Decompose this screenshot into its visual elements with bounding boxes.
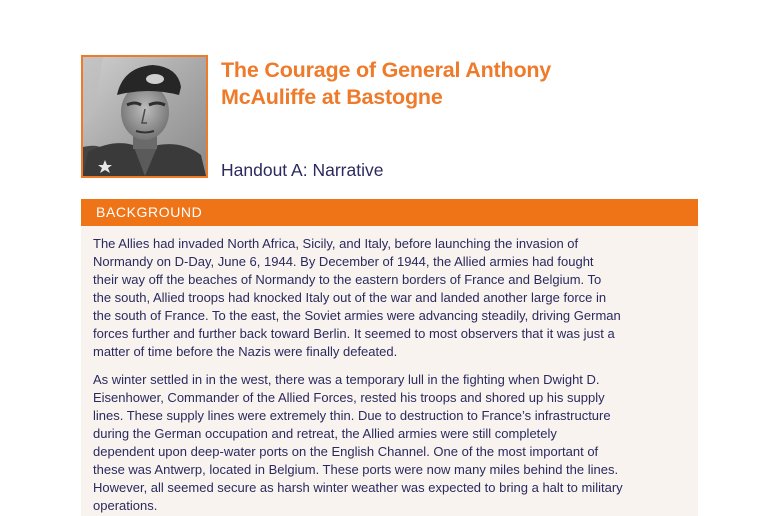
portrait-image	[83, 57, 206, 176]
text-line: dependent upon deep-water ports on the English Channel. One of the most important of	[93, 444, 599, 459]
text-line: The Allies had invaded North Africa, Sicily, and Italy, before launching the invasion of	[93, 236, 579, 251]
text-line: operations.	[93, 498, 158, 513]
paragraph-2	[93, 371, 688, 515]
page-title	[221, 57, 551, 111]
handout-subtitle: Handout A: Narrative	[221, 160, 384, 180]
text-line: the south, Allied troops had knocked Italy out of the war and landed another large force in	[93, 290, 607, 305]
section-label: BACKGROUND	[96, 204, 203, 220]
text-line: the south of France. To the east, the Soviet armies were advancing steadily, driving German	[93, 308, 621, 323]
title-line-1: The Courage of General Anthony	[221, 58, 552, 82]
narrative-content	[81, 226, 698, 516]
text-line: matter of time before the Nazis were finally defeated.	[93, 344, 398, 359]
text-line: these was Antwerp, located in Belgium. These ports were now many miles behind the lines.	[93, 462, 619, 477]
section-header-background	[81, 199, 698, 226]
text-line: However, all seemed secure as harsh winter weather was expected to bring a halt to military	[93, 480, 623, 495]
title-line-2: McAuliffe at Bastogne	[221, 85, 443, 109]
text-line: As winter settled in in the west, there was a temporary lull in the fighting when Dwight D.	[93, 372, 600, 387]
portrait-photo	[81, 55, 208, 178]
text-line: lines. These supply lines were extremely thin. Due to destruction to France’s infrastructure	[93, 408, 611, 423]
text-line: Normandy on D-Day, June 6, 1944. By December of 1944, the Allied armies had fought	[93, 254, 594, 269]
paragraph-1	[93, 235, 688, 361]
text-line: Eisenhower, Commander of the Allied Forces, rested his troops and shored up his supply	[93, 390, 605, 405]
text-line: forces further and further back toward Berlin. It seemed to most observers that it was just a	[93, 326, 615, 341]
text-line: during the German occupation and retreat, the Allied armies were still completely	[93, 426, 557, 441]
text-line: their way off the beaches of Normandy to the eastern borders of France and Belgium. To	[93, 272, 602, 287]
